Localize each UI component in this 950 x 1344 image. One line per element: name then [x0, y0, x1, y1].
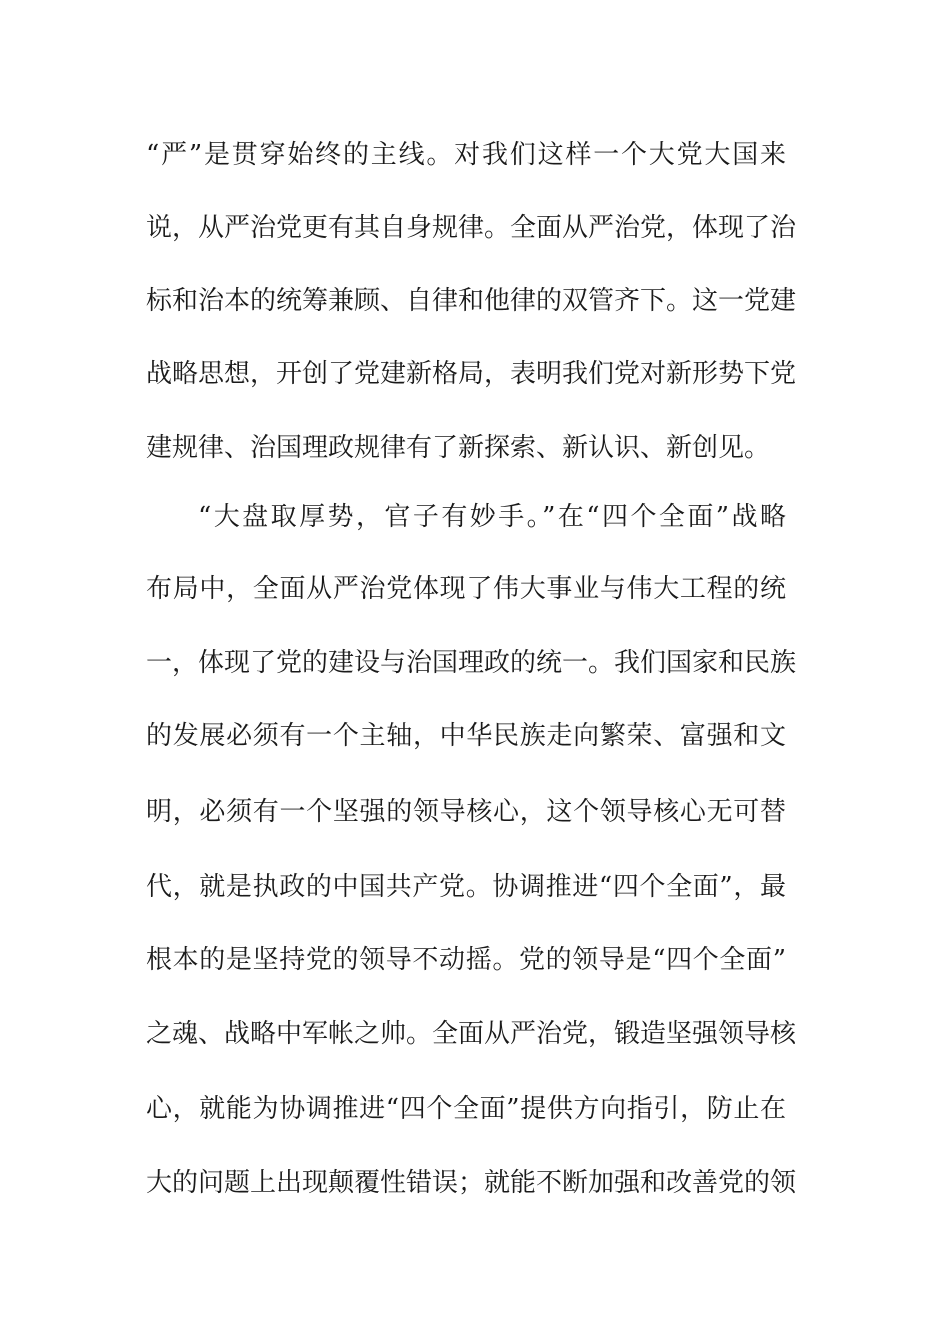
text-line: 心，就能为协调推进“四个全面”提供方向指引，防止在 — [146, 1094, 786, 1124]
text-line: 战略思想，开创了党建新格局，表明我们党对新形势下党 — [146, 359, 797, 389]
text-line: “严”是贯穿始终的主线。对我们这样一个大党大国来 — [146, 140, 786, 170]
text-line: 一，体现了党的建设与治国理政的统一。我们国家和民族 — [146, 648, 797, 678]
paragraph-first-line: “大盘取厚势，官子有妙手。”在“四个全面”战略 — [198, 502, 786, 532]
text-line: 布局中，全面从严治党体现了伟大事业与伟大工程的统 — [146, 574, 786, 604]
text-line: 之魂、战略中军帐之帅。全面从严治党，锻造坚强领导核 — [146, 1019, 797, 1049]
text-line: 标和治本的统筹兼顾、自律和他律的双管齐下。这一党建 — [146, 286, 797, 316]
text-line: 说，从严治党更有其自身规律。全面从严治党，体现了治 — [146, 213, 797, 243]
text-line: 明，必须有一个坚强的领导核心，这个领导核心无可替 — [146, 797, 786, 827]
text-line: 代，就是执政的中国共产党。协调推进“四个全面”，最 — [146, 872, 786, 902]
text-line: 的发展必须有一个主轴，中华民族走向繁荣、富强和文 — [146, 721, 786, 751]
text-line: 建规律、治国理政规律有了新探索、新认识、新创见。 — [146, 433, 771, 463]
text-line: 根本的是坚持党的领导不动摇。党的领导是“四个全面” — [146, 945, 786, 975]
text-line: 大的问题上出现颠覆性错误；就能不断加强和改善党的领 — [146, 1168, 797, 1198]
